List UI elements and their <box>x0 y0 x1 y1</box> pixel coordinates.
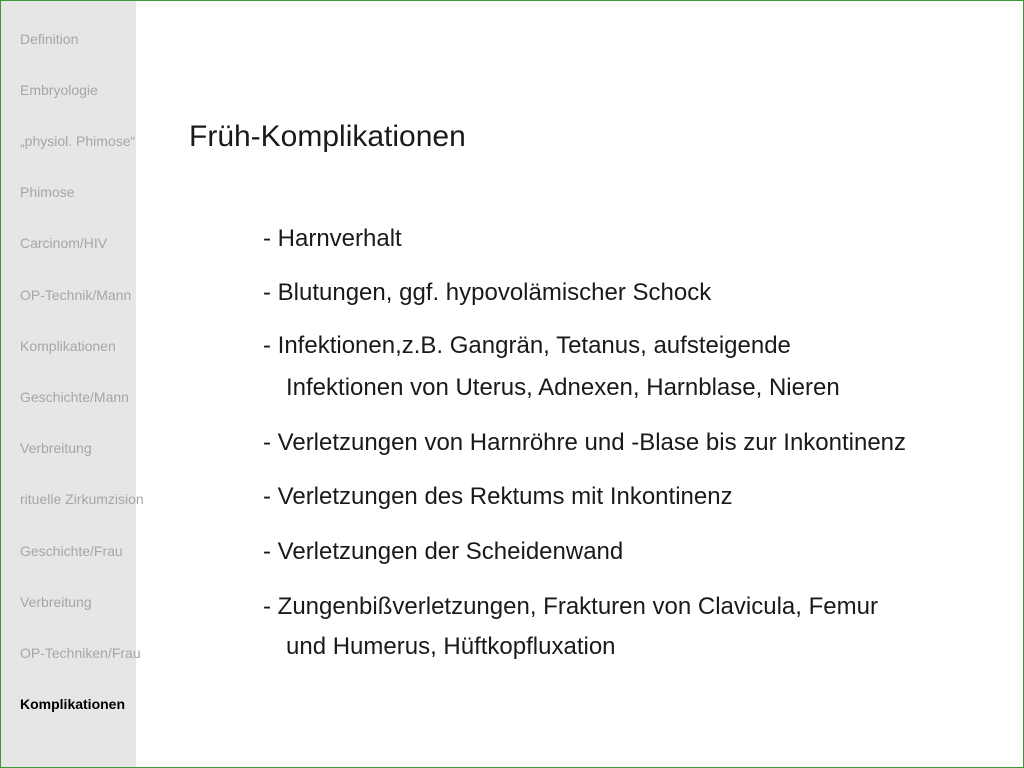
sidebar-item-op-technik-mann[interactable]: OP-Technik/Mann <box>20 287 132 303</box>
bullet-verletzungen-harnroehre: - Verletzungen von Harnröhre und -Blase bis zur Inkontinenz <box>263 429 907 456</box>
bullet-verletzungen-scheidenwand: - Verletzungen der Scheidenwand <box>263 538 624 565</box>
bullet-zungenbiss-continued: und Humerus, Hüftkopfluxation <box>286 633 616 660</box>
sidebar-item-physiol-phimose[interactable]: „physiol. Phimose“ <box>20 133 136 149</box>
sidebar-item-komplikationen-frau[interactable]: Komplikationen <box>20 696 126 712</box>
bullet-verletzungen-rektum: - Verletzungen des Rektums mit Inkontinenz <box>263 483 733 510</box>
bullet-harnverhalt: - Harnverhalt <box>263 225 402 252</box>
sidebar-item-geschichte-mann[interactable]: Geschichte/Mann <box>20 389 129 405</box>
sidebar-item-op-techniken-frau[interactable]: OP-Techniken/Frau <box>20 645 141 661</box>
sidebar-item-carcinom-hiv[interactable]: Carcinom/HIV <box>20 235 108 251</box>
sidebar-item-geschichte-frau[interactable]: Geschichte/Frau <box>20 543 123 559</box>
bullet-infektionen: - Infektionen,z.B. Gangrän, Tetanus, aufsteigende <box>263 332 791 359</box>
sidebar-item-embryologie[interactable]: Embryologie <box>20 82 98 98</box>
bullet-infektionen-continued: Infektionen von Uterus, Adnexen, Harnblase, Nieren <box>286 374 840 401</box>
sidebar-item-rituelle-zirkumzision[interactable]: rituelle Zirkumzision <box>20 491 144 507</box>
bullet-zungenbiss: - Zungenbißverletzungen, Frakturen von Clavicula, Femur <box>263 593 878 620</box>
sidebar-item-verbreitung-mann[interactable]: Verbreitung <box>20 440 92 456</box>
sidebar-item-definition[interactable]: Definition <box>20 31 79 47</box>
slide-title: Früh-Komplikationen <box>189 120 466 153</box>
bullet-blutungen: - Blutungen, ggf. hypovolämischer Schock <box>263 279 712 306</box>
sidebar-item-phimose[interactable]: Phimose <box>20 184 75 200</box>
sidebar-nav <box>1 1 144 767</box>
sidebar-item-verbreitung-frau[interactable]: Verbreitung <box>20 594 92 610</box>
sidebar-item-komplikationen-mann[interactable]: Komplikationen <box>20 338 116 354</box>
